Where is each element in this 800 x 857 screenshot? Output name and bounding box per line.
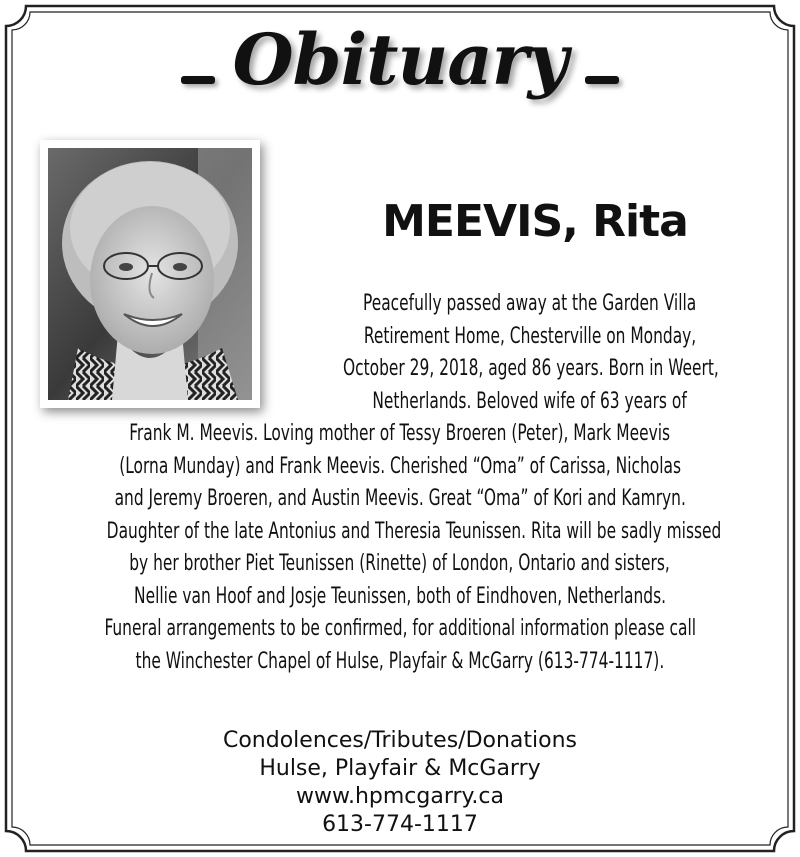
- text-line: and Jeremy Broeren, and Austin Meevis. Great “Oma” of Kori and Kamryn.: [114, 486, 686, 511]
- obituary-text-bottom: [20, 418, 780, 678]
- text-line: (Lorna Munday) and Frank Meevis. Cherished “Oma” of Carissa, Nicholas: [119, 453, 681, 479]
- text-line: October 29, 2018, aged 86 years. Born in Weert,: [342, 356, 719, 381]
- text-line: by her brother Piet Teunissen (Rinette) of London, Ontario and sisters,: [129, 551, 671, 576]
- deceased-name: MEEVIS, Rita: [382, 196, 688, 247]
- website-link[interactable]: www.hpmcgarry.ca: [296, 784, 504, 809]
- right-dash: [585, 76, 619, 84]
- funeral-home-name: Hulse, Playfair & McGarry: [259, 756, 541, 781]
- text-line: the Winchester Chapel of Hulse, Playfair & McGarry (613-774-1117).: [135, 648, 665, 674]
- text-line: Nellie van Hoof and Josje Teunissen, both of Eindhoven, Netherlands.: [133, 583, 667, 609]
- text-line: Funeral arrangements to be confirmed, for additional information please call: [104, 616, 696, 641]
- text-line: Retirement Home, Chesterville on Monday,: [363, 323, 697, 349]
- text-line: Peacefully passed away at the Garden Villa: [363, 291, 697, 316]
- text-line: Netherlands. Beloved wife of 63 years of: [372, 388, 688, 414]
- obituary-text-top: [290, 288, 770, 418]
- condolences-line: Condolences/Tributes/Donations: [222, 728, 578, 753]
- portrait-photo: [40, 140, 260, 408]
- text-line: Daughter of the late Antonius and Theresia Teunissen. Rita will be sadly missed: [106, 518, 722, 544]
- phone-number: 613-774-1117: [322, 812, 478, 837]
- obituary-heading: [0, 18, 800, 128]
- funeral-home-footer: [0, 727, 800, 839]
- portrait-illustration: [48, 148, 252, 400]
- heading-title: Obituary: [232, 18, 568, 101]
- text-line: Frank M. Meevis. Loving mother of Tessy Broeren (Peter), Mark Meevis: [129, 421, 671, 446]
- left-dash: [181, 76, 215, 84]
